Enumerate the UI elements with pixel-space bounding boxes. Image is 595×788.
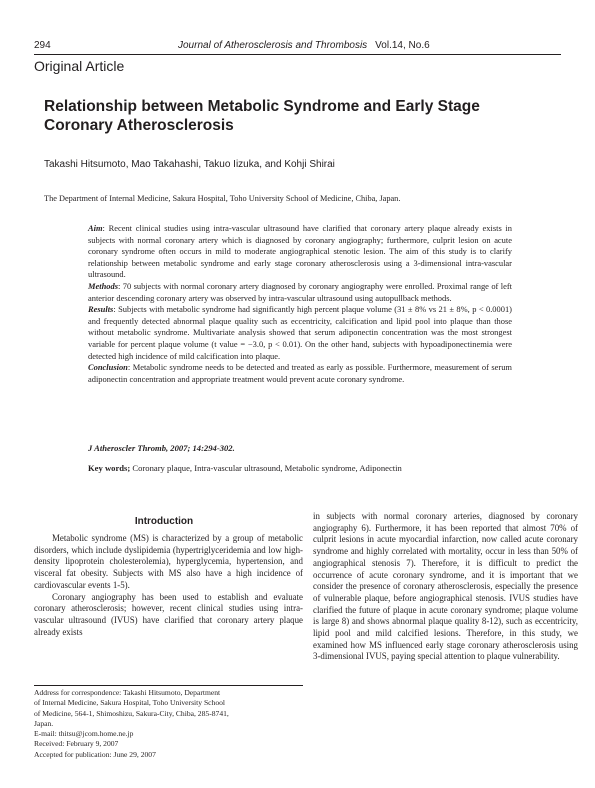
running-header xyxy=(178,40,430,51)
intro-paragraph-2: Coronary angiography has been used to establish and evaluate coronary atherosclerosis; however, recent clinical studies using intra-vascular ultrasound (IVUS) have clarified that coronary artery plaque already exists xyxy=(34,591,303,637)
keywords xyxy=(88,463,402,473)
article-type: Original Article xyxy=(34,58,125,74)
left-column xyxy=(34,533,303,638)
results-text: : Subjects with metabolic syndrome had significantly high percent plaque volume (31 ± 8% vs 21 ± 8%, p < 0.0001) and frequently detected abnormal plaque quality such as eccentricity, calcification and lipid pool into plaque than those without metabolic syndrome. Multivariate analysis showed that serum adiponectin concentration was the most strongest variable for percent plaque volume (t value = −3.0, p < 0.01). On the other hand, subjects with hypoadiponectinemia were detected high incidence of mild calcification into plaque. xyxy=(88,304,512,361)
abstract-aim xyxy=(88,223,512,281)
intro-paragraph-continued: in subjects with normal coronary arteries, diagnosed by coronary angiography 6). Furthermore, it has been reported that almost 70% of culprit lesions in acute myocardial infarction, now called acute coronary syndrome and highly correlated with mortality, occur in less than 50% of angiographical stenosis 7). Therefore, it is difficult to predict the occurrence of acute coronary syndrome, and it is important that we consider the presence of coronary atherosclerosis, especially the presence of vulnerable plaque, before angiographical stenosis. IVUS studies have clarified the future of plaque in acute coronary syndrome; plaque volume is large 8) and shows abnormal plaque quality 8-12), such as eccentricity, lipid pool and mild calcified lesions. Therefore, in this study, we examined how MS influenced early stage coronary atherosclerosis using 3-dimensional IVUS, paying special attention to plaque vulnerability. xyxy=(313,511,578,662)
footnote-line: of Medicine, 564-1, Shimoshizu, Sakura-City, Chiba, 285-8741, xyxy=(34,708,229,718)
aim-text: : Recent clinical studies using intra-vascular ultrasound have clarified that coronary artery plaque already exists in subjects with normal coronary artery which is diagnosed by coronary angiography; furthermore, culprit lesion on acute coronary syndrome often occurs in mild to moderate angiographical stenotic lesion. The aim of this study is to clarify relationship between metabolic syndrome and early stage coronary atherosclerosis using a 3-dimensional intra-vascular ultrasound. xyxy=(88,223,512,280)
methods-label: Methods xyxy=(88,280,119,291)
article-title: Relationship between Metabolic Syndrome and Early Stage Coronary Atherosclerosis xyxy=(44,98,480,134)
aim-label: Aim xyxy=(88,223,103,233)
journal-volume: Vol.14, No.6 xyxy=(375,40,430,51)
footnote-line: Address for correspondence: Takashi Hitsumoto, Department xyxy=(34,688,221,697)
author-list: Takashi Hitsumoto, Mao Takahashi, Takuo Iizuka, and Kohji Shirai xyxy=(44,159,335,170)
footnote-divider xyxy=(34,685,303,686)
abstract-conclusion xyxy=(88,362,512,385)
conclusion-label: Conclusion xyxy=(88,362,128,373)
introduction-heading: Introduction xyxy=(134,516,194,527)
footnote-line: of Internal Medicine, Sakura Hospital, Toho University School xyxy=(34,698,226,708)
keywords-text: Coronary plaque, Intra-vascular ultrasound, Metabolic syndrome, Adiponectin xyxy=(130,463,402,473)
journal-name: Journal of Atherosclerosis and Thrombosis xyxy=(178,40,368,51)
citation: J Atheroscler Thromb, 2007; 14:294-302. xyxy=(88,443,235,453)
intro-paragraph-1: Metabolic syndrome (MS) is characterized by a group of metabolic disorders, which include dyslipidemia (hypertriglyceridemia and low high-density lipoprotein cholesterolemia), hyperglycemia, hypertension, and visceral fat obesity. Subjects with MS also have a high incidence of cardiovascular events 1-5). xyxy=(34,533,303,590)
conclusion-text: : Metabolic syndrome needs to be detected and treated as early as possible. Furthermore, measurement of serum adiponectin concentration and appropriate treatment would prevent acute coronary syndrome. xyxy=(88,362,512,384)
affiliation: The Department of Internal Medicine, Sakura Hospital, Toho University School of Medicine, Chiba, Japan. xyxy=(44,194,401,203)
page-number: 294 xyxy=(34,40,51,51)
keywords-label: Key words; xyxy=(88,463,131,473)
abstract xyxy=(88,223,512,385)
header-divider xyxy=(34,54,561,55)
right-column xyxy=(313,511,578,663)
abstract-methods xyxy=(88,281,512,304)
received-date: Received: February 9, 2007 xyxy=(34,739,119,749)
accepted-date: Accepted for publication: June 29, 2007 xyxy=(34,749,156,759)
correspondence-footnote xyxy=(34,688,303,760)
methods-text: : 70 subjects with normal coronary artery diagnosed by coronary angiography were enrolled. Proximal range of left anterior descending coronary artery was observed by intra-vascular ultrasound using autopullback methods. xyxy=(88,280,512,303)
abstract-results xyxy=(88,304,512,362)
results-label: Results xyxy=(88,304,114,315)
footnote-email: E-mail: thitsu@jcom.home.ne.jp xyxy=(34,729,134,739)
footnote-line: Japan. xyxy=(34,718,54,728)
